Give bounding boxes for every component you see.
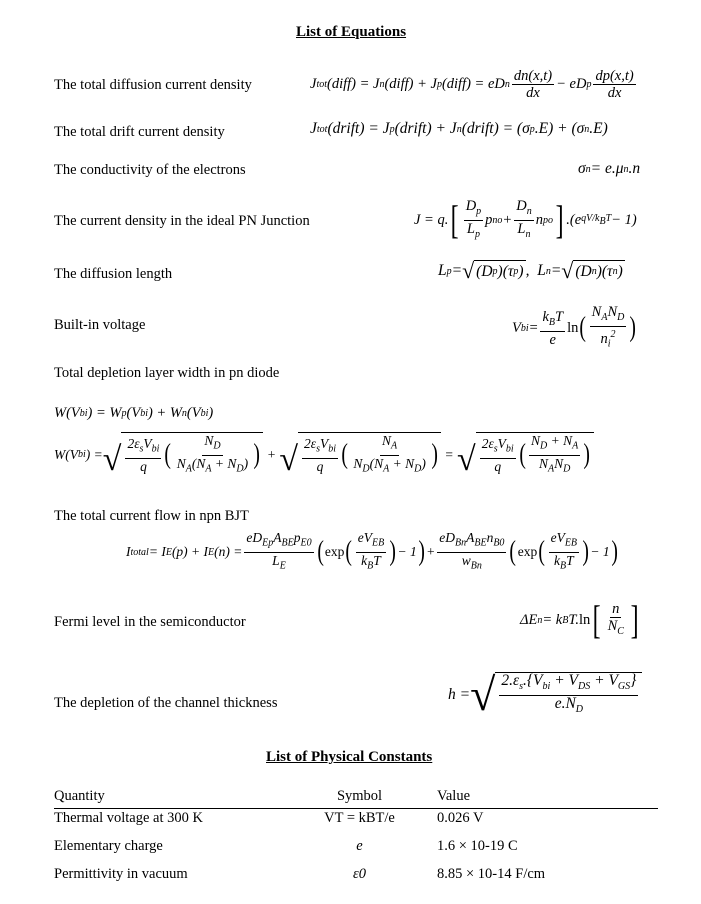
cell-symbol: ε0 [353,866,366,882]
header-value: Value [437,788,471,804]
label-diffusion-length: The diffusion length [54,266,173,282]
cell-symbol: VT = kBT/e [324,810,395,826]
label-ideal-pn-junction: The current density in the ideal PN Junction [54,213,310,229]
cell-quantity: Thermal voltage at 300 K [54,810,203,826]
equation-diffusion-length: L p = √ (D p )(τ p ) , L n = √ (D n )(τ n ) [438,258,623,283]
cell-quantity: Elementary charge [54,838,163,854]
table-row [54,810,658,838]
equation-diffusion-current: J tot (diff) = J n (diff) + J p (diff) = eD n $\frac{dn(x,t)}{dx}$ − eD p $\frac{dp(x,t)}{dx}$ [310,68,634,101]
header-symbol: Symbol [336,788,383,804]
equation-drift-current: J tot (drift) = J p (drift) + J n (drift) = (σ p .E) + (σ n .E) [310,120,608,137]
table-row [54,838,658,866]
equation-built-in-voltage: V bi = $\frac{k_BT}{e}$ ln ( $\frac{N_AN_D}{n_i^2}$ ) [512,304,637,350]
cell-value: 1.6 × 10-19 C [437,838,518,854]
equation-bjt-current: I total = I E (p) + I E (n) = $\frac{eD_{Ep}A_{BE}p_{E0}}{L_E}$ ( exp ( $\frac{eV_{EB}}{k_BT}$ ) − 1 ) + $\frac{eD_{Bn}A_{BE}n_{B0}}{w_{Bn}}$ ( exp ( $\frac{eV_{EB}}{k_BT}$ ) − 1 ) [126,530,618,572]
table-rule [54,808,658,809]
equation-ideal-pn-junction: J = q. [ $\frac{D_p}{L_p}$ p no + $\frac{D_n}{L_n}$ n po ] .(e $qV/k_BT$ − 1) [414,197,637,243]
equation-channel-thickness: h = √ $\frac{2.\varepsilon_s.\{V_{bi} + V_{DS} + V_{GS}\}}{e.N_D}$ [448,672,642,718]
equation-fermi-level: ΔE n = k B T. ln [ $\frac{n}{N_C}$ ] [520,597,639,642]
constants-rows [54,810,658,894]
equation-depletion-width-sum: W(V bi ) = W p (V bi ) + W n (V bi ) [54,405,214,421]
equation-conductivity: σ n = e.μ n .n [578,160,641,177]
equation-depletion-width: W(V bi ) = √ $\frac{2\varepsilon_sV_{bi}}{q}$ ( $\frac{N_D}{N_A(N_A + N_D)}$ ) + √ $\frac{2\varepsilon_sV_{bi}}{q}$ ( $\frac{N_A}{N_D(N_A + N_D)}$ ) = √ $\frac{2\varepsilon_sV_{bi}}{q}$ ( $\frac{N_D + N_A}{N_AN_D}$ ) [54,432,594,477]
cell-value: 8.85 × 10-14 F/cm [437,866,546,882]
label-depletion-width: Total depletion layer width in pn diode [54,365,280,381]
label-built-in-voltage: Built-in voltage [54,317,146,333]
equations-heading: List of Equations [296,24,407,40]
label-conductivity: The conductivity of the electrons [54,162,246,178]
header-quantity: Quantity [54,788,105,804]
table-row [54,866,658,894]
cell-quantity: Permittivity in vacuum [54,866,188,882]
cell-symbol: e [356,838,363,854]
label-bjt-current: The total current flow in npn BJT [54,508,249,524]
label-drift-current: The total drift current density [54,124,225,140]
cell-value: 0.026 V [437,810,484,826]
label-fermi-level: Fermi level in the semiconductor [54,614,246,630]
label-channel-thickness: The depletion of the channel thickness [54,695,278,711]
label-diffusion-current: The total diffusion current density [54,77,252,93]
constants-heading: List of Physical Constants [266,749,433,765]
